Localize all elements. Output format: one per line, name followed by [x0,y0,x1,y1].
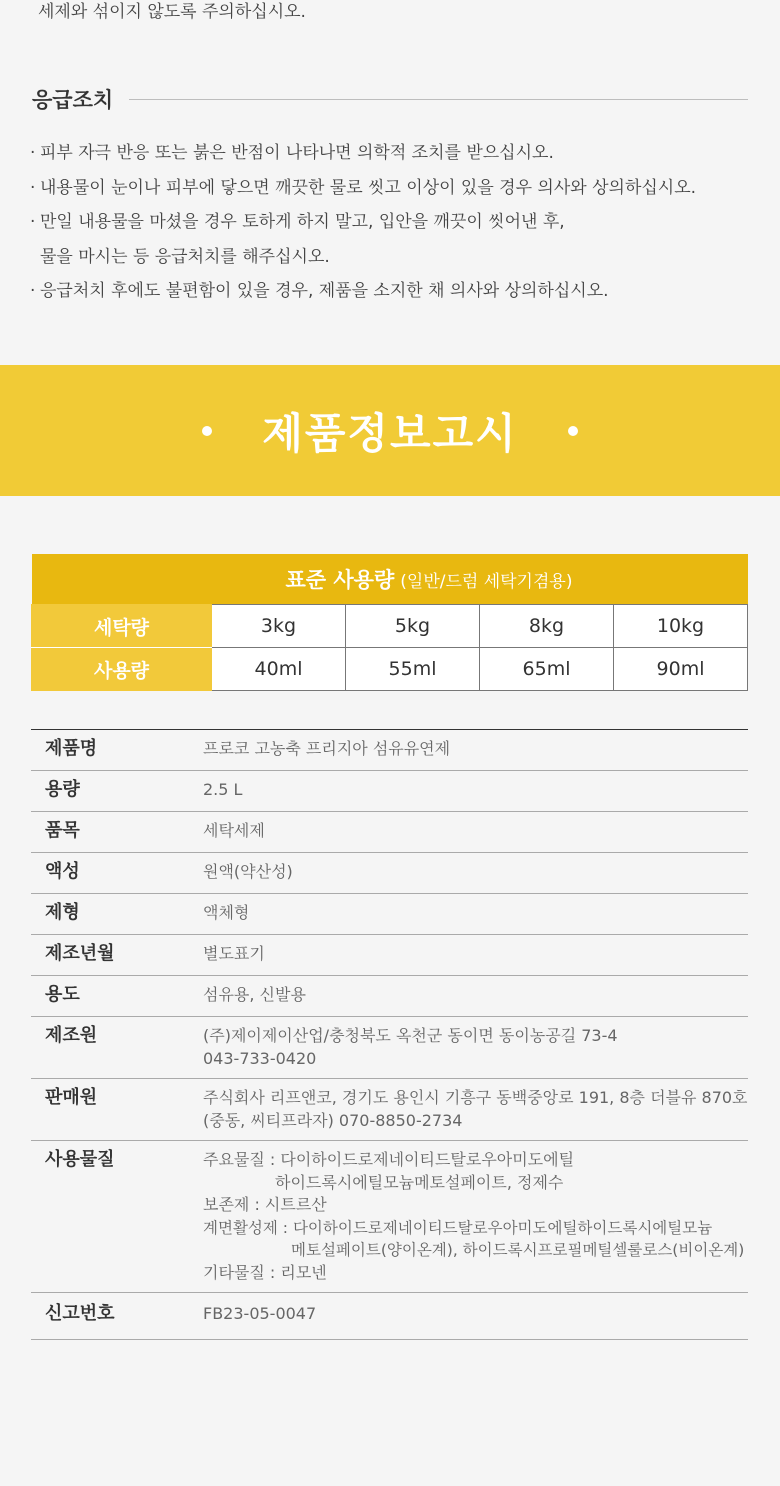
row-value: 원액(약산성) [203,853,748,894]
dosage-row [32,648,748,691]
bullet-dot: · [30,143,36,163]
table-cell: 90ml [614,648,748,691]
standard-usage-table [31,554,748,691]
row-key: 제조년월 [31,935,203,976]
table-row [31,1017,748,1079]
table-cell: 40ml [212,648,346,691]
banner-dot-right [568,426,578,436]
product-info-banner [0,365,780,496]
first-aid-item: · 만일 내용물을 마셨을 경우 토하게 하지 말고, 입안을 깨끗이 씻어낸 후, [30,205,750,240]
table-cell: 65ml [480,648,614,691]
row-key: 제형 [31,894,203,935]
row-key: 제조원 [31,1017,203,1079]
row-key: 용량 [31,771,203,812]
bullet-dot: · [30,177,36,198]
first-aid-heading [32,84,748,114]
product-info-table [31,729,748,1340]
banner-title: 제품정보고시 [262,408,518,458]
row-key: 사용물질 [31,1141,203,1293]
table-row [31,1293,748,1340]
row-label: 사용량 [32,648,212,691]
table-row [31,976,748,1017]
table-cell: 8kg [480,605,614,648]
row-value: 세탁세제 [203,812,748,853]
table-cell: 5kg [346,605,480,648]
usage-table-subtitle: (일반/드럼 세탁기겸용) [400,572,573,592]
usage-table-header [32,554,748,605]
first-aid-item: · 내용물이 눈이나 피부에 닿으면 깨끗한 물로 씻고 이상이 있을 경우 의사와 상의하십시오. [30,171,750,206]
row-key: 액성 [31,853,203,894]
row-value: 별도표기 [203,935,748,976]
row-key: 신고번호 [31,1293,203,1340]
caution-text: 세제와 섞이지 않도록 주의하십시오. [38,2,306,22]
heading-divider [129,99,748,100]
banner-dot-left [202,426,212,436]
row-value: FB23-05-0047 [203,1293,748,1340]
row-value: (주)제이제이산업/충청북도 옥천군 동이면 동이농공길 73-4 043-733-0420 [203,1017,748,1079]
row-value: 섬유용, 신발용 [203,976,748,1017]
first-aid-item-continuation: 물을 마시는 등 응급처치를 해주십시오. [40,246,330,267]
table-row [31,894,748,935]
row-key: 판매원 [31,1079,203,1141]
table-cell: 10kg [614,605,748,648]
usage-table-title: 표준 사용량 [285,568,395,592]
first-aid-item: · 피부 자극 반응 또는 붉은 반점이 나타나면 의학적 조치를 받으십시오. [30,136,750,171]
bullet-dot: · [30,281,36,301]
table-cell: 55ml [346,648,480,691]
first-aid-title: 응급조치 [32,88,114,112]
row-value: 2.5 L [203,771,748,812]
table-cell: 3kg [212,605,346,648]
row-label: 세탁량 [32,605,212,648]
table-row [31,1141,748,1293]
row-value: 주요물질 : 다이하이드로제네이티드탈로우아미도에틸 하이드록시에틸모늄메토설페이트, 정제수 보존제 : 시트르산 계면활성제 : 다이하이드로제네이티드탈로우아미도에틸하이드록시에틸모늄 메토설페이트(양이온계), 하이드록시프로필메틸셀룰로스(비이온계) 기타물질 : 리모넨 [203,1141,748,1293]
first-aid-list [30,136,750,309]
laundry-weight-row [32,605,748,648]
row-value: 액체형 [203,894,748,935]
table-row [31,812,748,853]
row-key: 제품명 [31,730,203,771]
table-row [31,853,748,894]
row-value: 프로코 고농축 프리지아 섬유유연제 [203,730,748,771]
row-value: 주식회사 리프앤코, 경기도 용인시 기흥구 동백중앙로 191, 8층 더블유 870호 (중동, 씨티프라자) 070-8850-2734 [203,1079,748,1141]
table-row [31,1079,748,1141]
row-key: 용도 [31,976,203,1017]
table-row [31,730,748,771]
table-row [31,935,748,976]
table-row [31,771,748,812]
row-key: 품목 [31,812,203,853]
first-aid-item: · 응급처치 후에도 불편함이 있을 경우, 제품을 소지한 채 의사와 상의하십시오. [30,274,750,309]
bullet-dot: · [30,212,36,232]
